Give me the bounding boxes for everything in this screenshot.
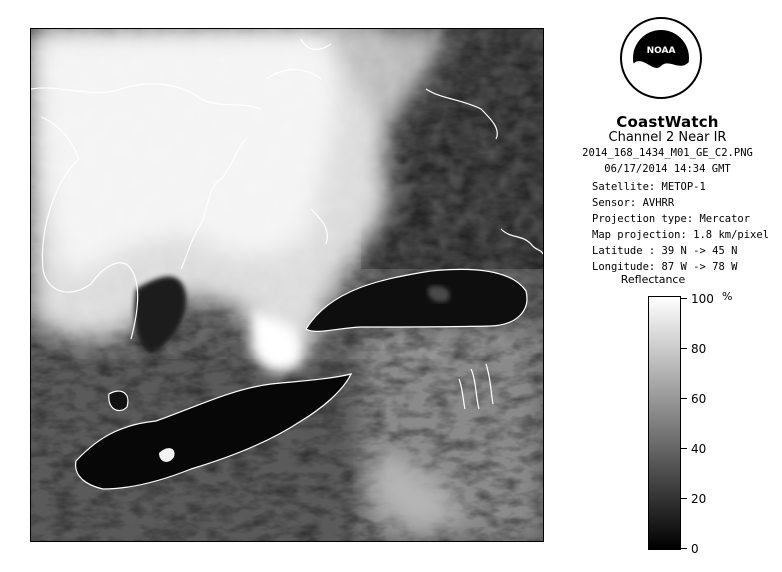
meta-latitude: Latitude : 39 N -> 45 N <box>592 245 738 257</box>
satellite-map <box>30 28 544 542</box>
colorbar-tick <box>681 548 687 549</box>
colorbar-tick <box>681 298 687 299</box>
colorbar-label-60: 60 <box>691 392 707 406</box>
filename-label: 2014_168_1434_M01_GE_C2.PNG <box>582 147 753 159</box>
colorbar-tick <box>681 498 687 499</box>
datetime-label: 06/17/2014 14:34 GMT <box>604 163 731 175</box>
channel-label: Channel 2 Near IR <box>608 130 727 145</box>
colorbar-label-20: 20 <box>691 492 707 506</box>
colorbar-label-100: 100 <box>691 292 714 306</box>
colorbar-label-40: 40 <box>691 442 707 456</box>
colorbar-tick <box>681 398 687 399</box>
meta-satellite: Satellite: METOP-1 <box>592 181 706 193</box>
meta-projection-type: Projection type: Mercator <box>592 213 751 225</box>
meta-sensor: Sensor: AVHRR <box>592 197 675 209</box>
satellite-image <box>31 29 543 541</box>
colorbar <box>648 296 681 550</box>
colorbar-tick <box>681 348 687 349</box>
colorbar-tick <box>681 448 687 449</box>
logo-text: NOAA <box>646 46 676 56</box>
brand-title: CoastWatch <box>616 113 719 131</box>
colorbar-label-0: 0 <box>691 542 699 556</box>
colorbar-title: Reflectance <box>620 273 686 286</box>
meta-longitude: Longitude: 87 W -> 78 W <box>592 261 738 273</box>
noaa-logo <box>619 16 703 100</box>
meta-map-projection: Map projection: 1.8 km/pixel <box>592 229 770 241</box>
colorbar-unit: % <box>722 290 733 303</box>
colorbar-label-80: 80 <box>691 342 707 356</box>
